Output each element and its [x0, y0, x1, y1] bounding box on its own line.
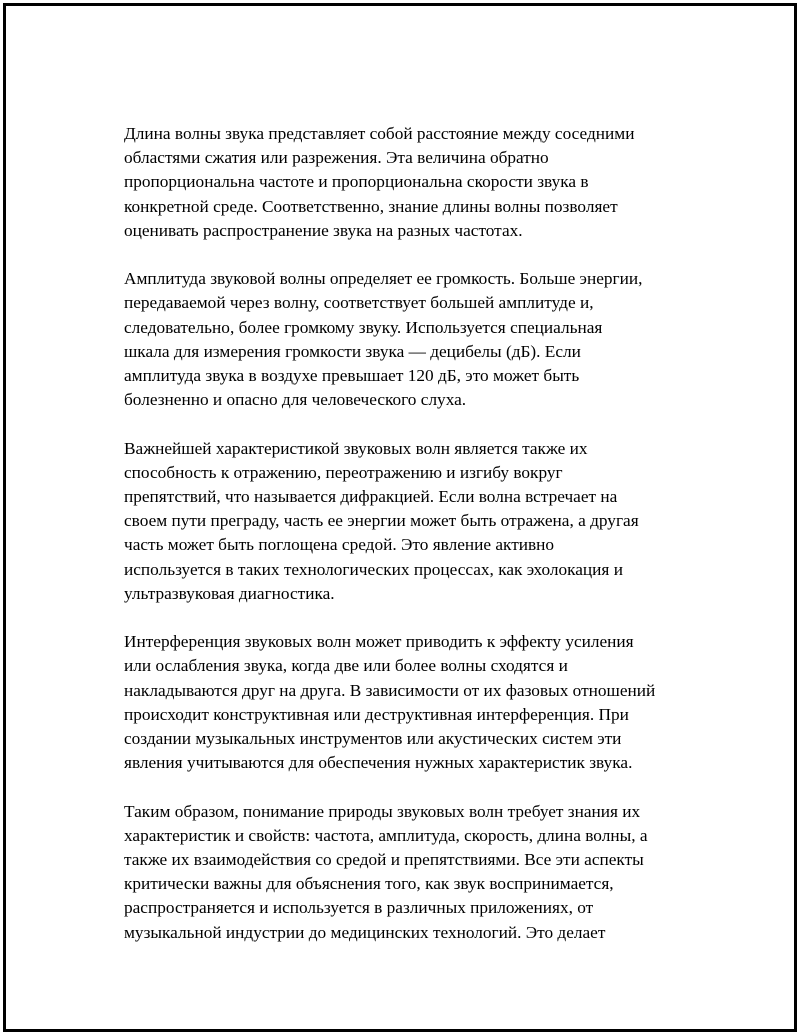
- paragraph-5: [124, 800, 704, 945]
- text-line: Важнейшей характеристикой звуковых волн является также их: [124, 438, 588, 458]
- text-line: явления учитываются для обеспечения нужных характеристик звука.: [124, 753, 633, 773]
- text-line: распространяется и используется в различных приложениях, от: [124, 898, 594, 918]
- text-line: происходит конструктивная или деструктивная интерференция. При: [124, 704, 629, 724]
- text-line: создании музыкальных инструментов или акустических систем эти: [124, 729, 622, 749]
- text-line: следовательно, более громкому звуку. Используется специальная: [124, 317, 603, 337]
- paragraph-3: [124, 437, 704, 606]
- text-line: или ослабления звука, когда две или более волны сходятся и: [124, 656, 568, 676]
- paragraph-1: [124, 122, 704, 243]
- text-line: конкретной среде. Соответственно, знание длины волны позволяет: [124, 196, 618, 216]
- text-line: передаваемой через волну, соответствует большей амплитуде и,: [124, 293, 594, 313]
- text-line: способность к отражению, переотражению и изгибу вокруг: [124, 462, 563, 482]
- text-line: используется в таких технологических процессах, как эхолокация и: [124, 559, 623, 579]
- text-line: также их взаимодействия со средой и препятствиями. Все эти аспекты: [124, 850, 644, 870]
- text-line: Таким образом, понимание природы звуковых волн требует знания их: [124, 801, 641, 821]
- text-line: пропорциональна частоте и пропорциональна скорости звука в: [124, 172, 589, 192]
- paragraph-2: [124, 267, 704, 412]
- text-line: Амплитуда звуковой волны определяет ее громкость. Больше энергии,: [124, 269, 643, 289]
- text-line: своем пути преграду, часть ее энергии может быть отражена, а другая: [124, 511, 639, 531]
- text-line: оценивать распространение звука на разных частотах.: [124, 220, 523, 240]
- text-line: Интерференция звуковых волн может приводить к эффекту усиления: [124, 632, 634, 652]
- text-line: накладываются друг на друга. В зависимости от их фазовых отношений: [124, 680, 656, 700]
- text-line: амплитуда звука в воздухе превышает 120 дБ, это может быть: [124, 366, 580, 386]
- text-line: болезненно и опасно для человеческого слуха.: [124, 390, 467, 410]
- text-line: ультразвуковая диагностика.: [124, 583, 335, 603]
- text-line: шкала для измерения громкости звука — децибелы (дБ). Если: [124, 341, 581, 361]
- document-body: [124, 122, 704, 969]
- paragraph-4: [124, 630, 704, 775]
- text-line: часть может быть поглощена средой. Это явление активно: [124, 535, 555, 555]
- text-line: музыкальной индустрии до медицинских технологий. Это делает: [124, 922, 606, 942]
- text-line: критически важны для объяснения того, как звук воспринимается,: [124, 874, 614, 894]
- text-line: препятствий, что называется дифракцией. Если волна встречает на: [124, 487, 618, 507]
- text-line: характеристик и свойств: частота, амплитуда, скорость, длина волны, а: [124, 825, 648, 845]
- text-line: Длина волны звука представляет собой расстояние между соседними: [124, 124, 635, 143]
- page-frame: [3, 3, 797, 1032]
- text-line: областями сжатия или разрежения. Эта величина обратно: [124, 148, 549, 168]
